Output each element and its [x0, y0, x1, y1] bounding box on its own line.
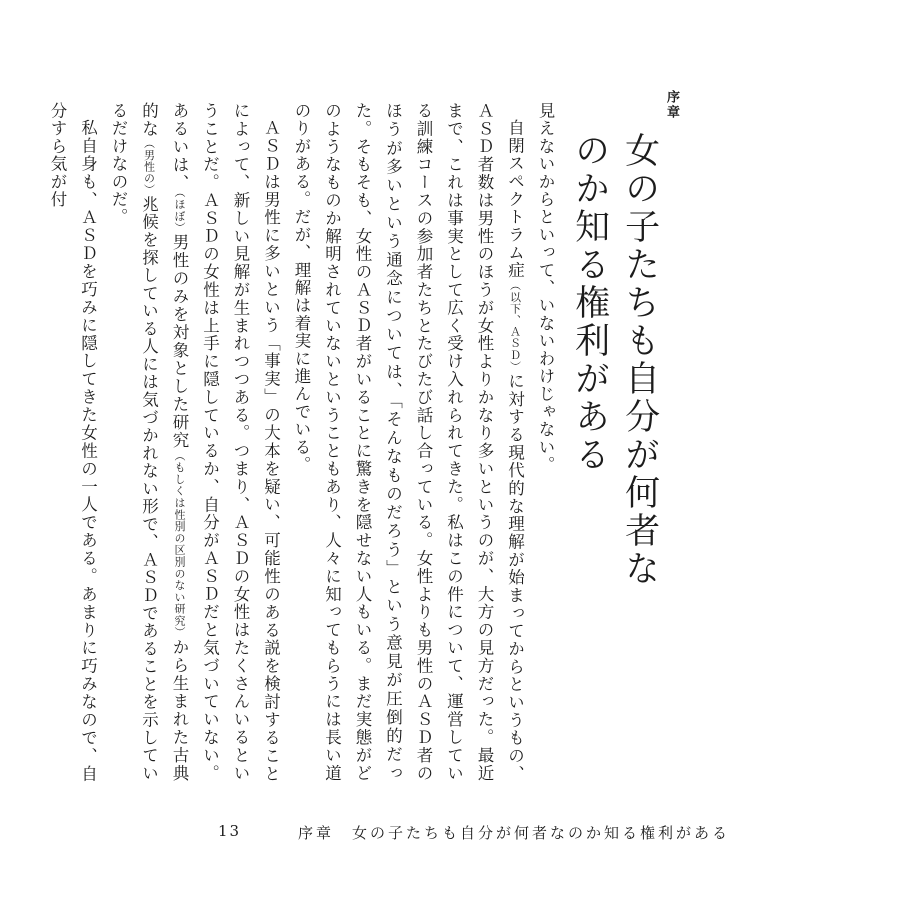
paragraph-3: [103, 102, 286, 782]
paragraph-2-text-a: 自閉スペクトラム症: [505, 118, 525, 279]
paragraph-3-text-d: 兆候を探している人には気づかれない形で、ＡＳＤであることを示しているだけなのだ。: [109, 102, 159, 783]
page-number: 13: [218, 822, 242, 840]
paragraph-2-note: （以下、ＡＳＤ）: [508, 278, 522, 373]
paragraph-3-text-a: ＡＳＤは男性に多いという「事実」の大本を疑い、可能性のある説を検討することによって、新しい見解が生まれつつある。つまり、ＡＳＤの女性はたくさんいるということだ。ＡＳＤの女性は上手に隠しているか、自分がＡＳＤだと気づいていない。あるいは、: [170, 102, 281, 782]
chapter-label: 序章: [664, 90, 679, 120]
paragraph-3-note-1: （ほぼ）: [173, 191, 186, 234]
paragraph-1: 見えないからといって、いないわけじゃない。: [536, 102, 555, 474]
running-head: 序章 女の子たちも自分が何者なのか知る権利がある: [298, 824, 731, 842]
paragraph-3-note-3: （男性の）: [142, 137, 156, 196]
paragraph-2: [286, 102, 530, 782]
paragraph-3-text-c: から生まれた古典的な: [139, 102, 189, 783]
paragraph-3-note-2: （もしくは性別の区別のない研究）: [173, 449, 186, 639]
chapter-title: 女の子たちも自分が何者なのか知る権利がある: [569, 132, 660, 588]
paragraph-4: 私自身も、ＡＳＤを巧みに隠してきた女性の一人である。あまりに巧みなので、自分すら気が付: [48, 102, 98, 782]
body-text: [42, 102, 561, 782]
paragraph-3-text-b: 男性のみを対象とした研究: [170, 233, 189, 450]
paragraph-2-text-b: に対する現代的な理解が始まってからというもの、ＡＳＤ者数は男性のほうが女性よりかなり多いというのが、大方の見方だった。最近まで、これは事実として広く受け入れられてきた。私はこの件について、運営している訓練コースの参加者たちとたびたび話し合っている。女性よりも男性のＡＳＤ者のほうが多いという通念については、「そんなものだろう」という意見が圧倒的だった。そもそも、女性のＡＳＤ者がいることに驚きを隠せない人もいる。まだ実態がどのようなものか解明されていないということもあり、人々に知ってもらうには長い道のりがある。だが、理解は着実に進んでいる。: [292, 102, 525, 782]
